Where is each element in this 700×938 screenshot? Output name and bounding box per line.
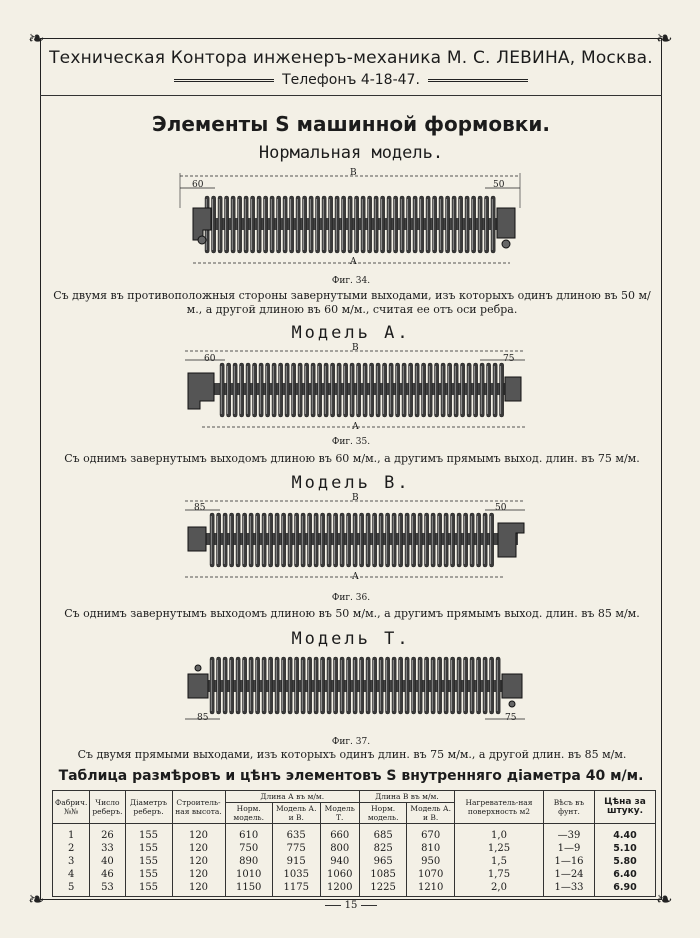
table-row [53, 855, 656, 868]
table-cell: 5.10 [595, 842, 656, 855]
dim-left-model-a: 60 [204, 354, 216, 364]
section-heading-normal: Нормальная модель. [258, 143, 444, 163]
table-cell: 46 [90, 868, 125, 881]
dim-a-normal: А [350, 257, 357, 267]
table-cell: 1035 [272, 868, 320, 881]
rule-right [428, 79, 528, 82]
caption-model-a: Съ однимъ завернутымъ выходомъ длиною въ 60 м/м., а другимъ прямымъ выход. длин. въ 75 м/м. [64, 452, 640, 465]
table-cell: 4.40 [595, 824, 656, 843]
table-cell: 2 [53, 842, 90, 855]
fig-label-37: Фиг. 37. [331, 737, 371, 747]
table-cell: 6.90 [595, 881, 656, 897]
table-cell: 635 [272, 824, 320, 843]
table-cell: 1010 [225, 868, 272, 881]
table-cell: 660 [320, 824, 359, 843]
table-cell: 1060 [320, 868, 359, 881]
caption-normal: Съ двумя въ противоположныя стороны завернутыми выходами, изъ которыхъ одинъ длиною въ 50 м/м., а другой длиною въ 60 м/м., считая ее отъ оси ребра. [53, 289, 651, 316]
table-cell: 5 [53, 881, 90, 897]
page-number [40, 900, 662, 911]
table-cell: 1070 [407, 868, 455, 881]
section-heading-model-t: Модель Т. [291, 629, 411, 649]
table-cell: 800 [320, 842, 359, 855]
table-cell: 940 [320, 855, 359, 868]
table-cell: 810 [407, 842, 455, 855]
col-b-norm: Норм. модель. [359, 803, 406, 824]
table-cell: 1—33 [544, 881, 595, 897]
table-cell: 1—24 [544, 868, 595, 881]
col-a-norm: Норм. модель. [225, 803, 272, 824]
company-header: Техническая Контора инженеръ-механика М. С. ЛЕВИНА, Москва. [49, 48, 653, 68]
col-b-ab: Модель А. и В. [407, 803, 455, 824]
table-cell: 6.40 [595, 868, 656, 881]
table-cell: 890 [225, 855, 272, 868]
col-surface: Нагреватель-ная поверхность м2 [455, 791, 544, 824]
dim-a-model-b: А [352, 572, 359, 582]
dim-left-model-b: 85 [194, 503, 206, 513]
table-row [53, 824, 656, 843]
table-cell: 670 [407, 824, 455, 843]
spec-table [52, 790, 656, 897]
dim-b-model-b: В [352, 493, 359, 503]
caption-model-b: Съ однимъ завернутымъ выходомъ длиною въ 50 м/м., а другимъ прямымъ выход. длин. въ 85 м/м. [64, 607, 640, 620]
dim-left-model-t: 85 [197, 713, 209, 723]
dim-left-normal: 60 [192, 180, 204, 190]
table-cell: 1 [53, 824, 90, 843]
col-weight: Вѣсъ въ фунт. [544, 791, 595, 824]
table-cell: 155 [125, 855, 172, 868]
table-cell: 965 [359, 855, 406, 868]
col-a-t: Модель Т. [320, 803, 359, 824]
fig-label-36: Фиг. 36. [331, 593, 371, 603]
corner-ornament-top-right: ❧ [656, 26, 673, 50]
col-len-a: Длина А въ м/м. [225, 791, 359, 803]
table-cell: 120 [172, 855, 225, 868]
dim-right-model-a: 75 [503, 354, 515, 364]
table-cell: 950 [407, 855, 455, 868]
table-cell: 1,75 [455, 868, 544, 881]
corner-ornament-bottom-right: ❧ [656, 887, 673, 911]
table-cell: 40 [90, 855, 125, 868]
col-a-ab: Модель А. и В. [272, 803, 320, 824]
fig-label-35: Фиг. 35. [331, 437, 371, 447]
corner-ornament-bottom-left: ❧ [28, 887, 45, 911]
table-row [53, 868, 656, 881]
dim-right-model-t: 75 [505, 713, 517, 723]
dim-a-model-a: А [352, 422, 359, 432]
table-cell: —39 [544, 824, 595, 843]
col-ribs: Число реберъ. [90, 791, 125, 824]
col-diam: Діаметръ реберъ. [125, 791, 172, 824]
dim-b-model-a: В [352, 343, 359, 353]
table-cell: 155 [125, 824, 172, 843]
table-cell: 1,5 [455, 855, 544, 868]
radiator-figure-model-a [180, 345, 530, 430]
table-cell: 120 [172, 842, 225, 855]
fig-label-34: Фиг. 34. [331, 276, 371, 286]
table-cell: 33 [90, 842, 125, 855]
phone-text: Телефонъ 4-18-47. [282, 72, 420, 88]
table-cell: 120 [172, 881, 225, 897]
col-price: Цѣна за штуку. [595, 791, 656, 824]
table-cell: 775 [272, 842, 320, 855]
table-cell: 1085 [359, 868, 406, 881]
table-cell: 1—9 [544, 842, 595, 855]
section-heading-model-b: Модель В. [291, 473, 411, 493]
table-cell: 685 [359, 824, 406, 843]
table-cell: 53 [90, 881, 125, 897]
table-cell: 1,25 [455, 842, 544, 855]
table-title: Таблица размѣровъ и цѣнъ элементовъ S внутренняго діаметра 40 м/м. [58, 768, 644, 784]
table-cell: 1200 [320, 881, 359, 897]
dim-b-normal: В [350, 168, 357, 178]
table-row [53, 881, 656, 897]
table-cell: 120 [172, 824, 225, 843]
table-cell: 610 [225, 824, 272, 843]
table-cell: 1225 [359, 881, 406, 897]
table-cell: 4 [53, 868, 90, 881]
col-len-b: Длина В въ м/м. [359, 791, 454, 803]
rule-left [174, 79, 274, 82]
phone-line [40, 72, 662, 88]
header-divider [40, 95, 662, 96]
radiator-figure-model-t [180, 652, 530, 732]
table-cell: 1150 [225, 881, 272, 897]
caption-model-t: Съ двумя прямыми выходами, изъ которыхъ одинъ длин. въ 75 м/м., а другой длин. въ 85 м/м. [77, 748, 627, 761]
table-cell: 915 [272, 855, 320, 868]
table-cell: 1210 [407, 881, 455, 897]
page-title: Элементы S машинной формовки. [152, 112, 550, 136]
table-cell: 825 [359, 842, 406, 855]
table-cell: 1175 [272, 881, 320, 897]
table-cell: 120 [172, 868, 225, 881]
table-cell: 1—16 [544, 855, 595, 868]
section-heading-model-a: Модель А. [291, 323, 411, 343]
dim-right-normal: 50 [493, 180, 505, 190]
table-cell: 155 [125, 881, 172, 897]
col-height: Строитель-ная высота. [172, 791, 225, 824]
table-cell: 155 [125, 868, 172, 881]
table-row [53, 842, 656, 855]
radiator-figure-model-b [180, 495, 530, 580]
dim-right-model-b: 50 [495, 503, 507, 513]
table-cell: 155 [125, 842, 172, 855]
table-cell: 750 [225, 842, 272, 855]
table-cell: 26 [90, 824, 125, 843]
col-fabr: Фабрич. №№ [53, 791, 90, 824]
radiator-figure-normal [175, 168, 535, 268]
table-cell: 3 [53, 855, 90, 868]
table-cell: 1,0 [455, 824, 544, 843]
table-cell: 5.80 [595, 855, 656, 868]
page-number-text: 15 [344, 900, 358, 911]
table-cell: 2,0 [455, 881, 544, 897]
corner-ornament-top-left: ❧ [28, 26, 45, 50]
